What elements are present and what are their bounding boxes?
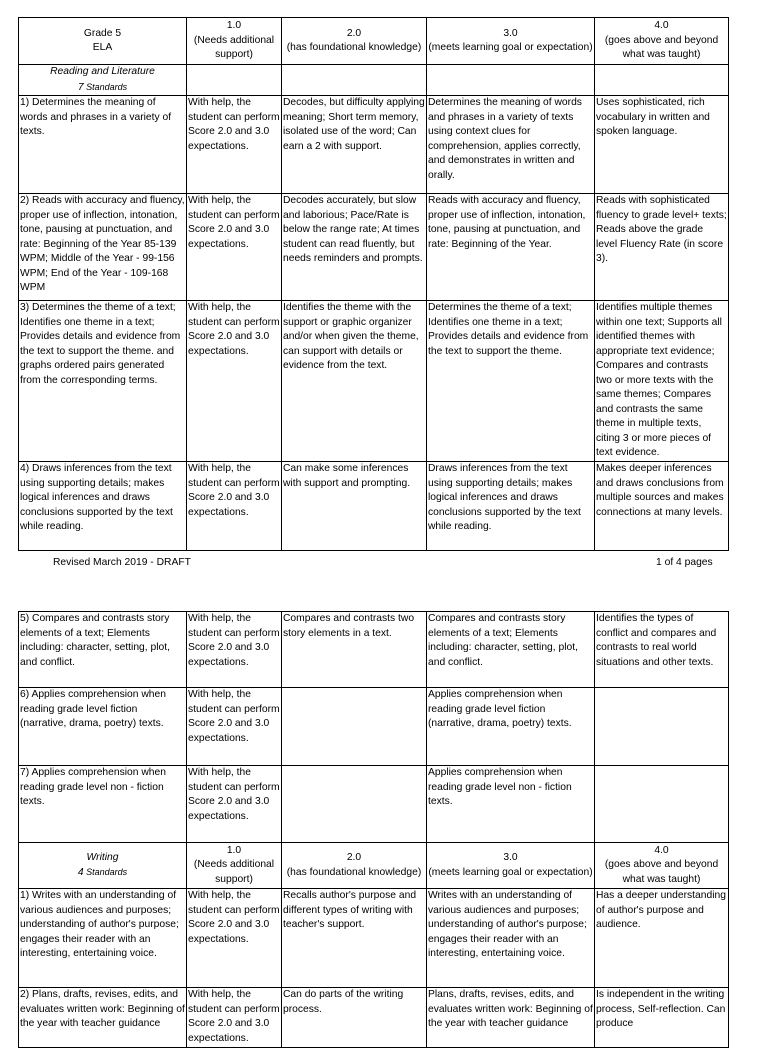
level-4-cell: Reads with sophisticated fluency to grade level+ texts; Reads above the grade level Fluency Rate (in score 3). [595, 194, 729, 301]
empty-cell [595, 65, 729, 96]
level-score: 4.0 [654, 844, 669, 856]
level-2-cell: Decodes, but difficulty applying meaning; Short term memory, isolated use of the word; Can earn a 2 with support. [282, 96, 427, 194]
level-1-cell: With help, the student can perform Score 2.0 and 3.0 expectations. [187, 612, 282, 688]
level-2-cell: Compares and contrasts two story elements in a text. [282, 612, 427, 688]
level-3-cell: Writes with an understanding of various audiences and purposes; understanding of author's purpose; engages their reader with an interesting, entertaining voice. [427, 889, 595, 988]
empty-cell [282, 65, 427, 96]
standard-cell: 1) Writes with an understanding of various audiences and purposes; understanding of author's purpose; engages their reader with an interesting, entertaining voice. [19, 889, 187, 988]
level-1-cell: With help, the student can perform Score 2.0 and 3.0 expectations. [187, 462, 282, 551]
level-3-cell: Applies comprehension when reading grade level fiction (narrative, drama, poetry) texts. [427, 688, 595, 766]
rubric-table-page-2 [18, 611, 729, 1048]
level-3-cell: Determines the theme of a text; Identifies one theme in a text; Provides details and evidence from the text to support the theme. [427, 301, 595, 462]
level-4-cell: Is independent in the writing process, Self-reflection. Can produce [595, 988, 729, 1048]
table-row [19, 194, 729, 301]
table-row [19, 766, 729, 843]
level-desc: (Needs additional support) [193, 859, 275, 885]
empty-cell [427, 65, 595, 96]
section-count-number: 4 [77, 867, 84, 878]
level-1-cell: With help, the student can perform Score 2.0 and 3.0 expectations. [187, 301, 282, 462]
table-row [19, 462, 729, 551]
page-number: 1 of 4 pages [656, 557, 713, 568]
level-1-cell: With help, the student can perform Score 2.0 and 3.0 expectations. [187, 988, 282, 1048]
level-score: 3.0 [503, 852, 518, 863]
level-2-cell [282, 688, 427, 766]
level-score: 1.0 [226, 20, 242, 32]
table-row [19, 889, 729, 988]
level-2-cell: Identifies the theme with the support or graphic organizer and/or when given the theme, can support with details or evidence from the text. [282, 301, 427, 462]
level-score: 4.0 [654, 20, 669, 32]
level-score: 2.0 [346, 27, 362, 39]
level-3-cell: Plans, drafts, revises, edits, and evaluates written work: Beginning of the year with teacher guidance [427, 988, 595, 1048]
section-title-cell [19, 65, 187, 96]
level-4-cell: Uses sophisticated, rich vocabulary in written and spoken language. [595, 96, 729, 194]
level-3-cell: Determines the meaning of words and phrases in a variety of texts using context clues for comprehension, applies correctly, and demonstrates in written and orally. [427, 96, 595, 194]
table-row [19, 301, 729, 462]
level-4-cell: Has a deeper understanding of author's purpose and audience. [595, 889, 729, 988]
level-2-cell: Recalls author's purpose and different types of writing with teacher's support. [282, 889, 427, 988]
level-3-cell: Reads with accuracy and fluency, proper use of inflection, intonation, tone, pausing at punctuation, and rate: Beginning of the Year. [427, 194, 595, 301]
section-title-cell [19, 843, 187, 889]
level-4-cell [595, 766, 729, 843]
table-row [19, 688, 729, 766]
level-score: 2.0 [346, 852, 362, 863]
level-4-header [595, 843, 729, 889]
level-desc: (meets learning goal or expectation) [428, 866, 593, 878]
level-score: 1.0 [226, 844, 242, 856]
level-4-cell: Makes deeper inferences and draws conclusions from multiple sources and makes connections at many levels. [595, 462, 729, 551]
section-row-reading [19, 65, 729, 96]
section-count [20, 865, 185, 881]
standard-cell: 1) Determines the meaning of words and phrases in a variety of texts. [19, 96, 187, 194]
level-2-cell: Decodes accurately, but slow and laborious; Pace/Rate is below the range rate; At times student can read fluently, but needs reminders and prompts. [282, 194, 427, 301]
standard-cell: 6) Applies comprehension when reading grade level fiction (narrative, drama, poetry) texts. [19, 688, 187, 766]
section-count-label: Standards [86, 81, 128, 92]
level-3-cell: Draws inferences from the text using supporting details; makes logical inferences and draws conclusions supported by the text while reading. [427, 462, 595, 551]
level-3-cell: Compares and contrasts story elements of a text; Elements including: character, setting, plot, and conflict. [427, 612, 595, 688]
level-desc: (meets learning goal or expectation) [428, 42, 593, 53]
level-2-cell: Can do parts of the writing process. [282, 988, 427, 1048]
level-desc: (Needs additional support) [193, 34, 275, 61]
grade-label: Grade 5 [83, 27, 122, 39]
level-1-cell: With help, the student can perform Score 2.0 and 3.0 expectations. [187, 194, 282, 301]
standard-cell: 5) Compares and contrasts story elements of a text; Elements including: character, setting, plot, and conflict. [19, 612, 187, 688]
level-score: 3.0 [503, 27, 518, 39]
revision-note: Revised March 2019 - DRAFT [53, 557, 191, 568]
level-4-cell: Identifies multiple themes within one text; Supports all identified themes with appropriate text evidence; Compares and contrasts two or more texts with the same themes; Compares and contrasts the same theme in multiple texts, citing 3 or more pieces of text evidence. [595, 301, 729, 462]
level-1-cell: With help, the student can perform Score 2.0 and 3.0 expectations. [187, 889, 282, 988]
standard-cell: 2) Plans, drafts, revises, edits, and evaluates written work: Beginning of the year with teacher guidance [19, 988, 187, 1048]
section-count-number: 7 [77, 81, 84, 93]
subject-label: ELA [92, 42, 113, 53]
level-2-cell: Can make some inferences with support and prompting. [282, 462, 427, 551]
level-4-header [595, 18, 729, 65]
level-desc: (goes above and beyond what was taught) [604, 34, 719, 61]
level-1-cell: With help, the student can perform Score 2.0 and 3.0 expectations. [187, 766, 282, 843]
level-1-cell: With help, the student can perform Score 2.0 and 3.0 expectations. [187, 688, 282, 766]
rubric-table-page-1 [18, 17, 729, 551]
level-1-header [187, 843, 282, 889]
level-2-header [282, 18, 427, 65]
level-2-header [282, 843, 427, 889]
section-title: Writing [86, 851, 119, 863]
level-4-cell: Identifies the types of conflict and compares and contrasts to real world situations and other texts. [595, 612, 729, 688]
header-row [19, 18, 729, 65]
empty-cell [187, 65, 282, 96]
level-3-header [427, 18, 595, 65]
standard-cell: 3) Determines the theme of a text; Identifies one theme in a text; Provides details and evidence from the text to support the theme. and graphs ordered pairs generated from the corresponding terms. [19, 301, 187, 462]
level-1-cell: With help, the student can perform Score 2.0 and 3.0 expectations. [187, 96, 282, 194]
table-row [19, 612, 729, 688]
grade-header-cell [19, 18, 187, 65]
standard-cell: 7) Applies comprehension when reading grade level non - fiction texts. [19, 766, 187, 843]
level-2-cell [282, 766, 427, 843]
level-1-header [187, 18, 282, 65]
standard-cell: 4) Draws inferences from the text using supporting details; makes logical inferences and draws conclusions supported by the text while reading. [19, 462, 187, 551]
header-row-writing [19, 843, 729, 889]
section-count [20, 80, 185, 96]
level-4-cell [595, 688, 729, 766]
level-desc: (has foundational knowledge) [286, 866, 422, 878]
level-desc: (goes above and beyond what was taught) [604, 859, 719, 885]
level-3-header [427, 843, 595, 889]
section-title: Reading and Literature [50, 66, 155, 77]
section-count-label: Standards [86, 867, 128, 877]
level-3-cell: Applies comprehension when reading grade level non - fiction texts. [427, 766, 595, 843]
table-row [19, 988, 729, 1048]
level-desc: (has foundational knowledge) [286, 42, 422, 53]
table-row [19, 96, 729, 194]
standard-cell: 2) Reads with accuracy and fluency, proper use of inflection, intonation, tone, pausing at punctuation, and rate: Beginning of the Year 85-139 WPM; Middle of the Year - 99-156 WPM; End of the Year - 109-168 WPM [19, 194, 187, 301]
